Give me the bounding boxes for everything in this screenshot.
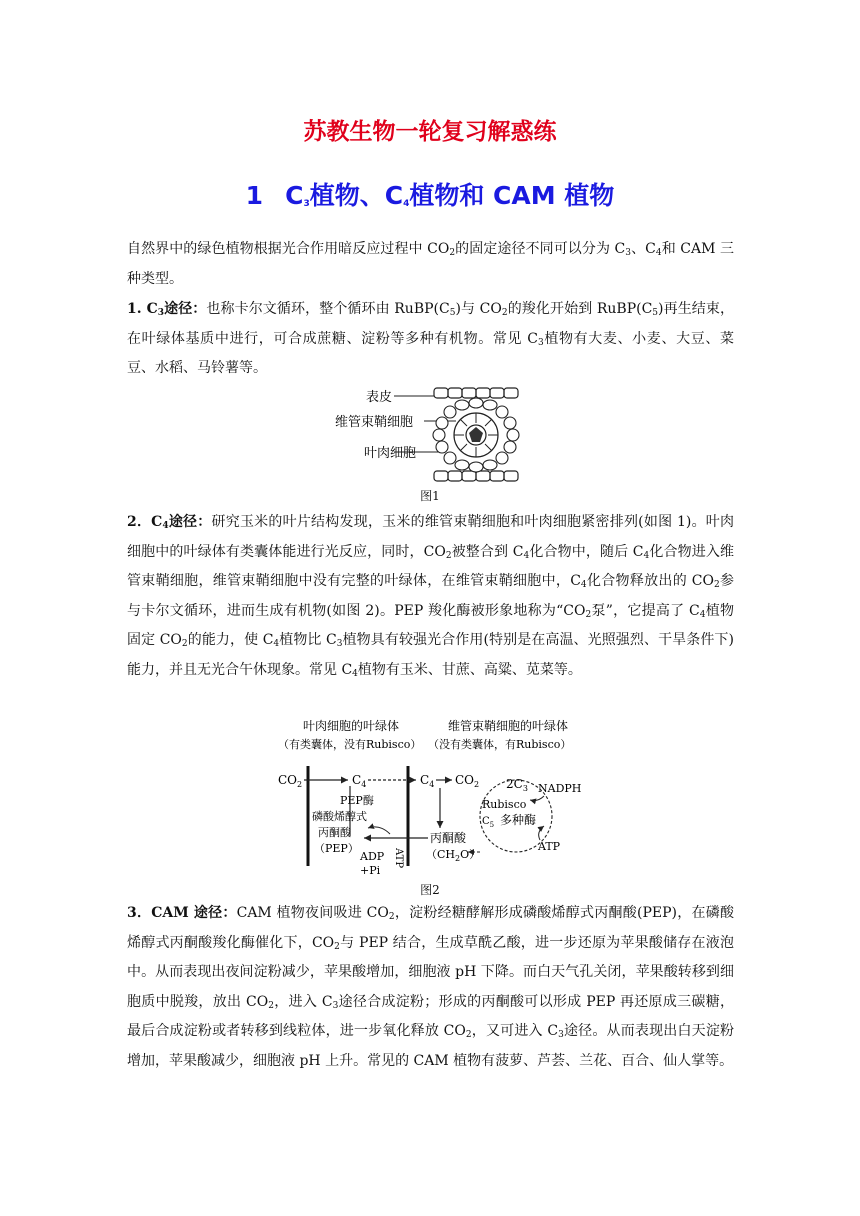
ch2o-label: $(CH_2O)$	[426, 848, 481, 863]
document-title: 苏教生物一轮复习解惑练	[303, 119, 557, 145]
label-epidermis: 表皮	[366, 390, 393, 405]
atp-vertical-label: ATP	[393, 848, 404, 869]
heading-number: 1	[245, 181, 264, 210]
c5-label: $C_5$	[482, 816, 495, 829]
c3-paragraph: 1. $C_3$途径：也称卡尔文循环，整个循环由 $RuBP(C_5)$与 $CO_2$的羧化开始到 $RuBP(C_5)$再生结束，在叶绿体基质中进行，可合成蔗糖、淀粉等多种有机物。常见 $C_3$植物有大麦、小麦、大豆、菜豆、水稻、马铃薯等。	[127, 301, 734, 376]
atp-label: ATP	[538, 840, 561, 853]
right-chloroplast-subtitle: （没有类囊体，有Rubisco）	[428, 738, 572, 751]
figure1-leaf-cross-section	[330, 385, 550, 485]
adp-label: ADP	[360, 850, 385, 863]
pep-label-line1: 磷酸烯醇式	[312, 810, 367, 823]
c3-label: $2C_3$	[506, 777, 528, 793]
c4-right: $C_4$	[420, 773, 435, 789]
right-chloroplast-title: 维管束鞘细胞的叶绿体	[448, 719, 569, 733]
figure2-caption: 图2	[420, 883, 440, 897]
section-heading: 1 $C_3$植物、$C_4$植物和 CAM 植物	[245, 181, 615, 210]
pep-label-line2: 丙酮酸	[318, 826, 351, 839]
rubisco-label: Rubisco	[482, 798, 527, 811]
pyruvate-label: 丙酮酸	[430, 831, 467, 845]
c4-label: 2．$C_4$途径：	[127, 514, 212, 531]
label-mesophyll: 叶肉细胞	[364, 446, 417, 461]
co2-right: $CO_2$	[455, 773, 480, 789]
figure1-caption: 图1	[420, 489, 440, 503]
label-bundle-sheath: 维管束鞘细胞	[335, 415, 414, 430]
c4-left: $C_4$	[352, 773, 367, 789]
intro-paragraph: 自然界中的绿色植物根据光合作用暗反应过程中 $CO_2$的固定途径不同可以分为 $C_3$、$C_4$和 CAM 三种类型。	[127, 241, 734, 287]
left-chloroplast-subtitle: （有类囊体，没有Rubisco）	[278, 738, 422, 751]
left-chloroplast-title: 叶肉细胞的叶绿体	[303, 719, 400, 733]
pi-label: +Pi	[360, 864, 381, 877]
cam-label: 3．CAM 途径：	[127, 905, 237, 921]
pep-label-line3: （PEP）	[314, 842, 359, 855]
c3-label: 1. $C_3$途径：	[127, 301, 207, 318]
cam-paragraph: 3．CAM 途径：CAM 植物夜间吸进 $CO_2$，淀粉经糖酵解形成磷酸烯醇式丙酮酸(PEP)，在磷酸烯醇式丙酮酸羧化酶催化下，$CO_2$与 PEP 结合，生成草酰乙酸，进一步还原为苹果酸储存在液泡中。从而表现出夜间淀粉减少，苹果酸增加，细胞液 pH 下降。而白天气孔关闭，苹果酸转移到细胞质中脱羧，放出 $CO_2$，进入 $C_3$途径合成淀粉；形成的丙酮酸可以形成 PEP 再还原成三碳糖，最后合成淀粉或者转移到线粒体，进一步氧化释放 $CO_2$，又可进入 $C_3$途径。从而表现出白天淀粉增加，苹果酸减少，细胞液 pH 上升。常见的 CAM 植物有菠萝、芦荟、兰花、百合、仙人掌等。	[127, 905, 735, 1069]
co2-left: $CO_2$	[278, 773, 303, 789]
figure2-c4-pathway	[268, 716, 598, 878]
multi-enzyme-label: 多种酶	[500, 813, 537, 827]
pep-enzyme-label: PEP酶	[340, 794, 374, 807]
nadph-label: NADPH	[538, 782, 582, 795]
c4-paragraph: 2．$C_4$途径：研究玉米的叶片结构发现，玉米的维管束鞘细胞和叶肉细胞紧密排列(如图 1)。叶肉细胞中的叶绿体有类囊体能进行光反应，同时，$CO_2$被整合到 $C_4$化合物中，随后 $C_4$化合物进入维管束鞘细胞，维管束鞘细胞中没有完整的叶绿体，在维管束鞘细胞中，$C_4$化合物释放出的 $CO_2$参与卡尔文循环，进而生成有机物(如图 2)。PEP 羧化酶被形象地称为“$CO_2$泵”，它提高了 $C_4$植物固定 $CO_2$的能力，使 $C_4$植物比 $C_3$植物具有较强光合作用(特别是在高温、光照强烈、干旱条件下)能力，并且无光合午休现象。常见 $C_4$植物有玉米、甘蔗、高粱、苋菜等。	[127, 514, 735, 679]
